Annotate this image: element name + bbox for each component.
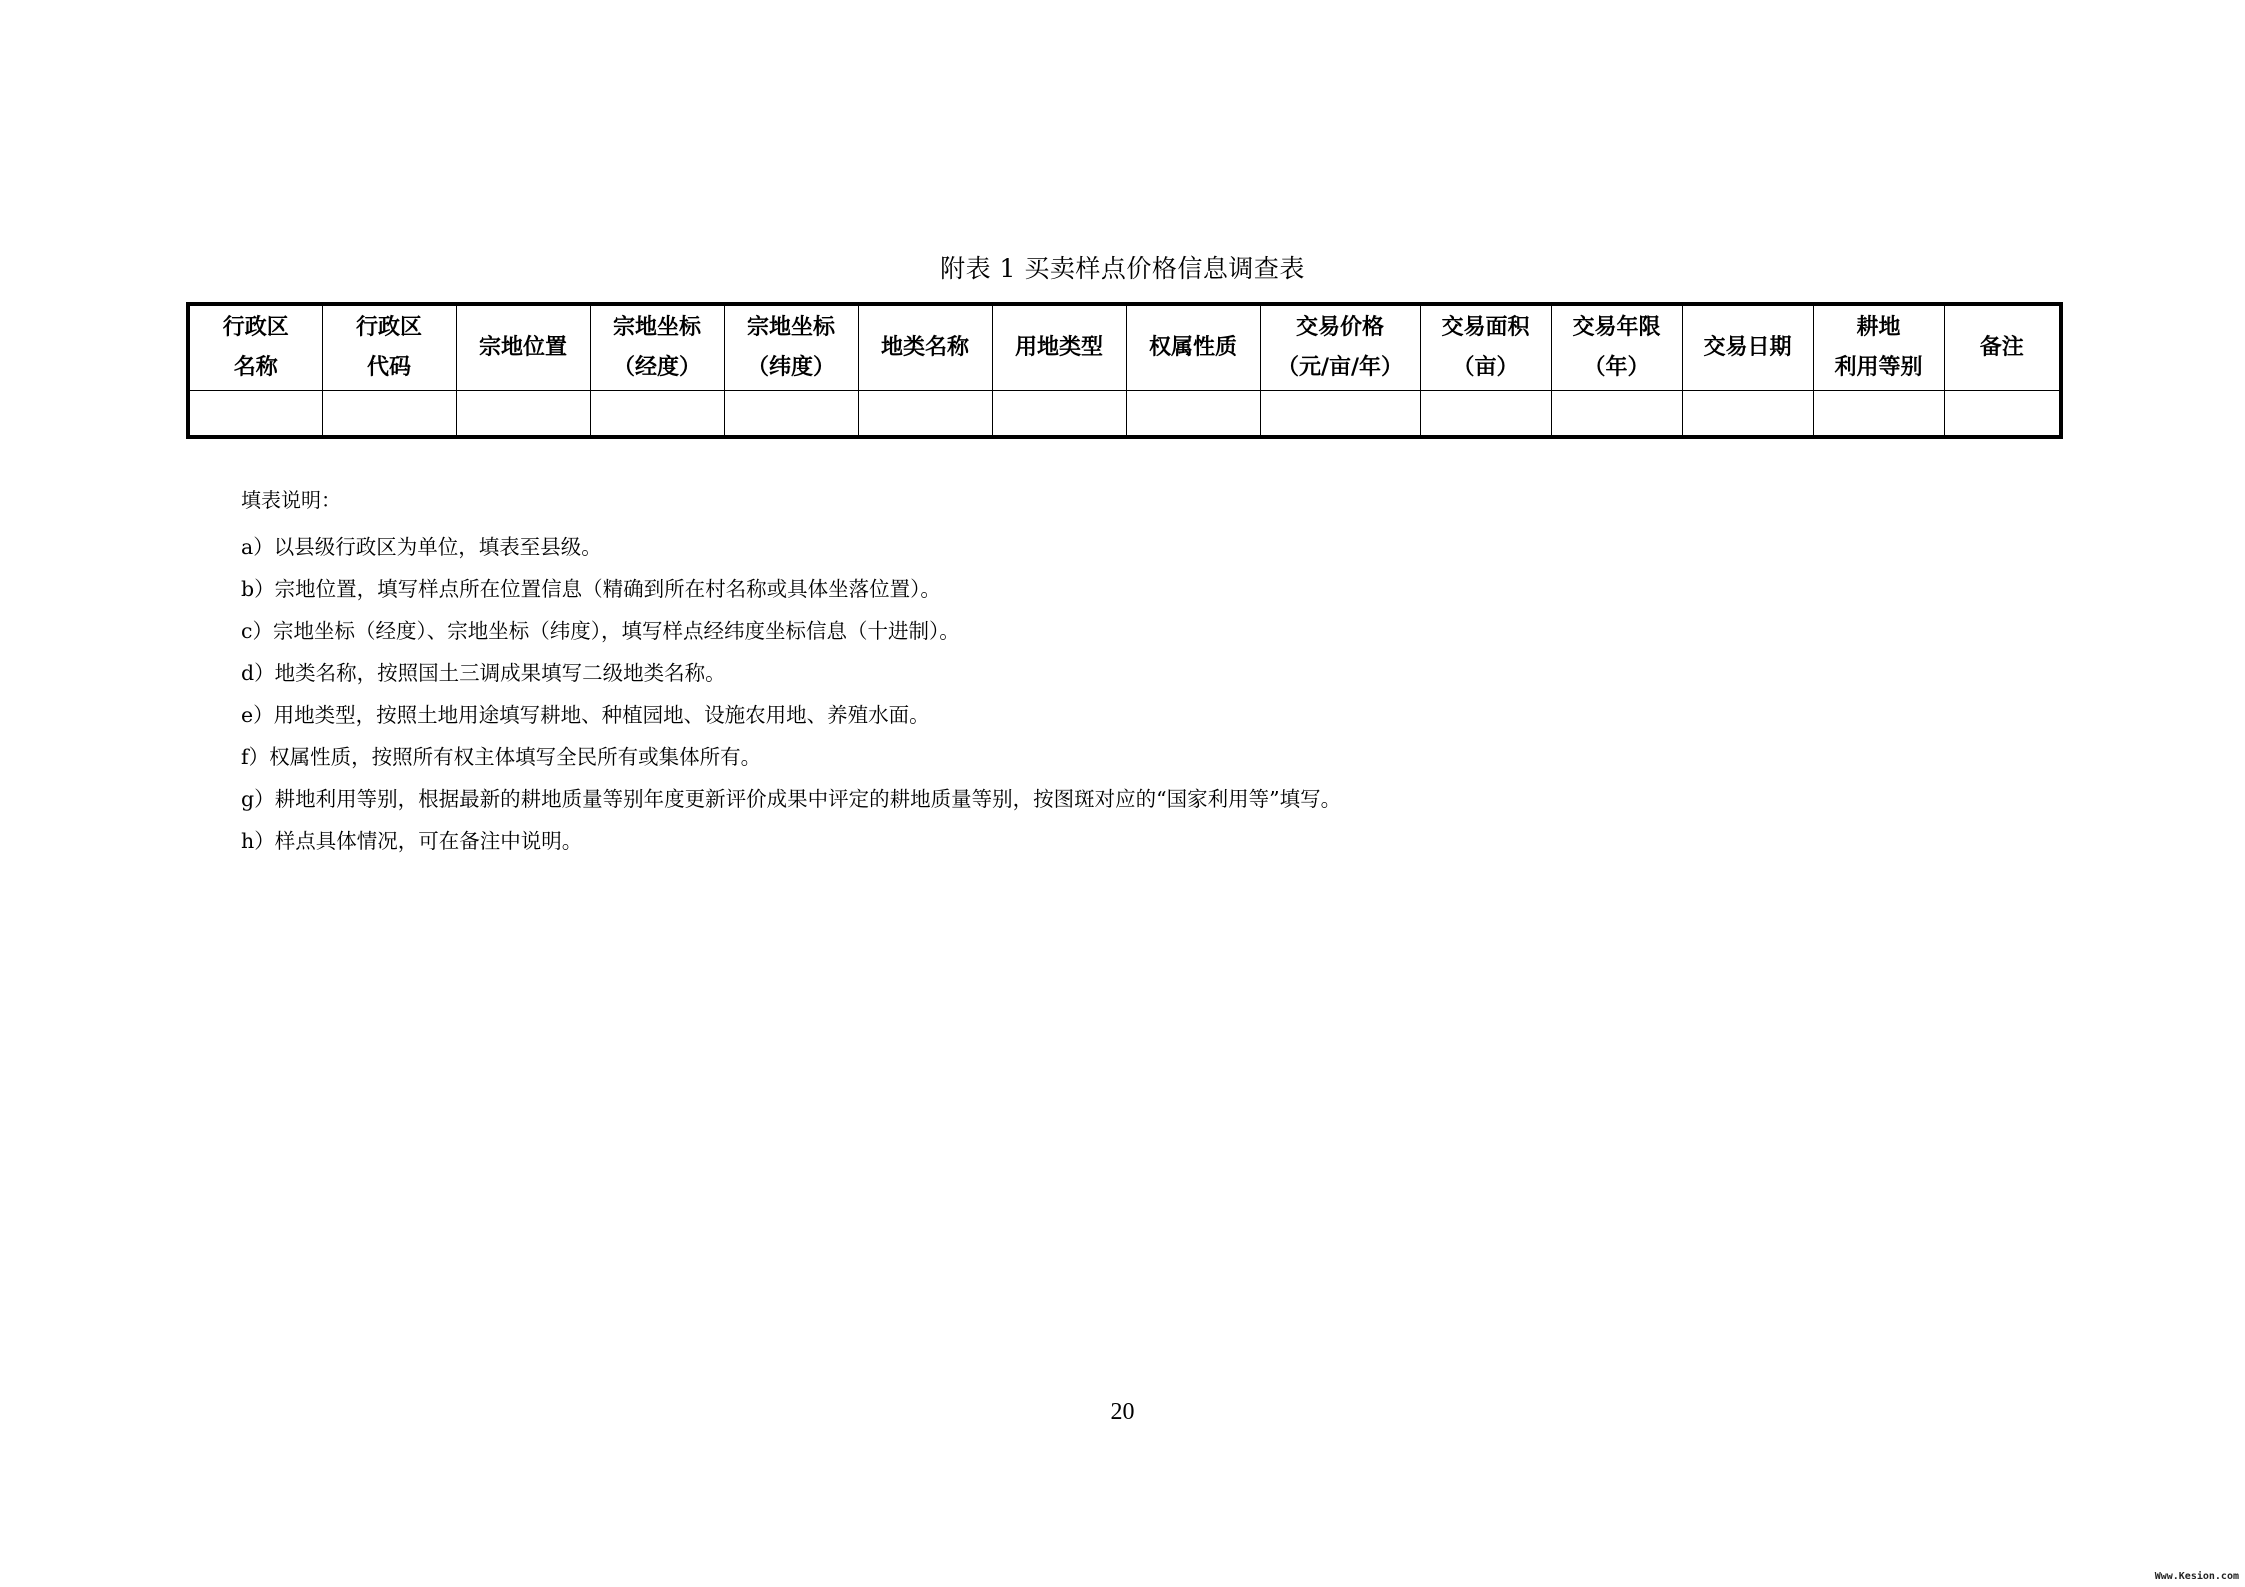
table-cell[interactable] xyxy=(858,391,992,438)
column-header xyxy=(456,304,590,391)
fill-instructions xyxy=(241,484,2141,862)
column-header-line1: 耕地 xyxy=(1856,315,1901,340)
column-header-line1: 行政区 xyxy=(355,315,422,340)
column-header xyxy=(1813,304,1944,391)
column-header-line1: 交易价格 xyxy=(1295,315,1384,340)
column-header xyxy=(1126,304,1260,391)
instruction-item-g: g）耕地利用等别，根据最新的耕地质量等别年度更新评价成果中评定的耕地质量等别，按图斑对应的“国家利用等”填写。 xyxy=(241,787,1342,811)
watermark: Www.Kesion.com xyxy=(2154,1571,2239,1582)
instructions-heading: 填表说明： xyxy=(241,488,341,512)
table-header-row xyxy=(188,304,2061,391)
column-header xyxy=(1944,304,2061,391)
column-header-line2: （年） xyxy=(1583,355,1650,380)
column-header-line2: （经度） xyxy=(612,355,701,380)
column-header xyxy=(188,304,322,391)
table-cell[interactable] xyxy=(456,391,590,438)
column-header-line1: 宗地坐标 xyxy=(746,315,835,340)
column-header-line2: 利用等别 xyxy=(1834,355,1923,380)
instruction-item-h: h）样点具体情况，可在备注中说明。 xyxy=(241,829,583,853)
table-cell[interactable] xyxy=(322,391,456,438)
instruction-item-c: c）宗地坐标（经度）、宗地坐标（纬度），填写样点经纬度坐标信息（十进制）。 xyxy=(241,619,960,643)
column-header-line1: 行政区 xyxy=(222,315,289,340)
table-cell[interactable] xyxy=(1126,391,1260,438)
table-row xyxy=(188,391,2061,438)
table-cell[interactable] xyxy=(590,391,724,438)
instruction-item-f: f）权属性质，按照所有权主体填写全民所有或集体所有。 xyxy=(241,745,762,769)
column-header-line1: 宗地位置 xyxy=(478,335,567,360)
column-header-line1: 用地类型 xyxy=(1014,335,1103,360)
table-cell[interactable] xyxy=(1551,391,1682,438)
column-header-line2: 代码 xyxy=(366,355,411,380)
column-header-line1: 交易日期 xyxy=(1703,335,1792,360)
table-cell[interactable] xyxy=(1944,391,2061,438)
column-header xyxy=(590,304,724,391)
table-cell[interactable] xyxy=(1420,391,1551,438)
column-header-line2: 名称 xyxy=(233,355,278,380)
column-header-line1: 交易年限 xyxy=(1572,315,1661,340)
table-cell[interactable] xyxy=(992,391,1126,438)
column-header xyxy=(1260,304,1420,391)
instruction-item-e: e）用地类型，按照土地用途填写耕地、种植园地、设施农用地、养殖水面。 xyxy=(241,703,930,727)
column-header xyxy=(992,304,1126,391)
column-header-line2: （亩） xyxy=(1452,355,1519,380)
column-header-line1: 交易面积 xyxy=(1441,315,1530,340)
column-header xyxy=(322,304,456,391)
table-cell[interactable] xyxy=(1813,391,1944,438)
price-survey-table xyxy=(186,302,2063,439)
page-number: 20 xyxy=(1110,1399,1135,1425)
table-title: 附表 1 买卖样点价格信息调查表 xyxy=(940,254,1305,283)
table-cell[interactable] xyxy=(1260,391,1420,438)
column-header-line1: 权属性质 xyxy=(1148,335,1237,360)
instruction-item-b: b）宗地位置，填写样点所在位置信息（精确到所在村名称或具体坐落位置）。 xyxy=(241,577,941,601)
column-header-line2: （元/亩/年） xyxy=(1276,355,1404,380)
column-header-line1: 备注 xyxy=(1979,335,2024,360)
column-header xyxy=(858,304,992,391)
column-header xyxy=(1551,304,1682,391)
table-cell[interactable] xyxy=(188,391,322,438)
column-header xyxy=(724,304,858,391)
column-header xyxy=(1420,304,1551,391)
table-cell[interactable] xyxy=(1682,391,1813,438)
column-header-line1: 地类名称 xyxy=(880,335,969,360)
table-cell[interactable] xyxy=(724,391,858,438)
instruction-item-d: d）地类名称，按照国土三调成果填写二级地类名称。 xyxy=(241,661,726,685)
column-header-line2: （纬度） xyxy=(746,355,835,380)
column-header-line1: 宗地坐标 xyxy=(612,315,701,340)
instruction-item-a: a）以县级行政区为单位，填表至县级。 xyxy=(241,535,602,559)
column-header xyxy=(1682,304,1813,391)
